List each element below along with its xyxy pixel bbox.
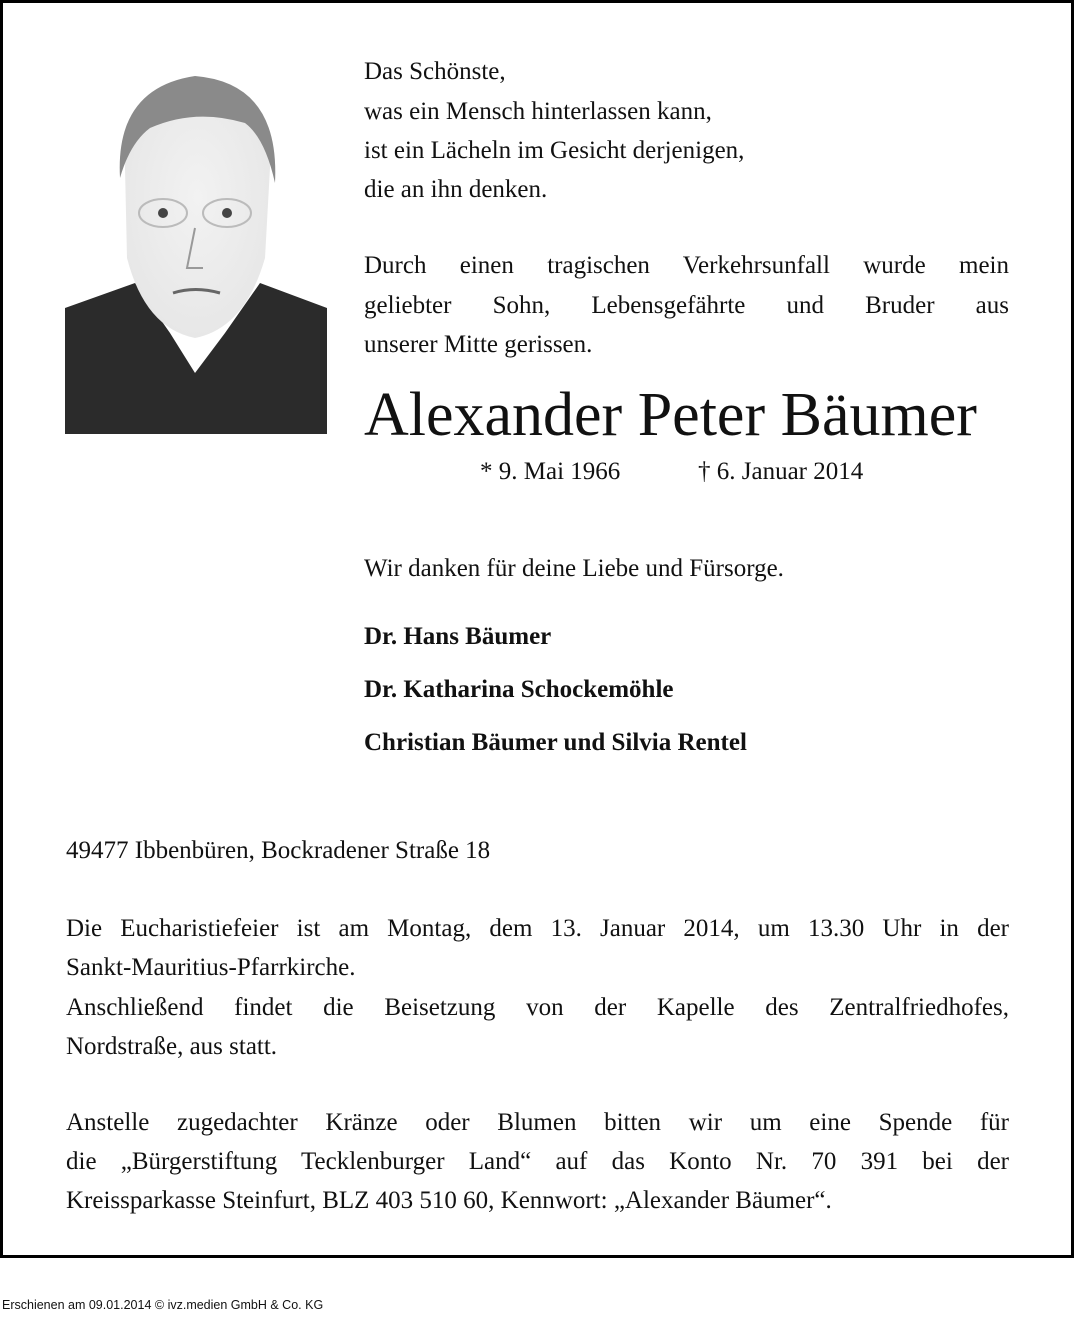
donation-line: Kreissparkasse Steinfurt, BLZ 403 510 60, Kennwort: „Alexander Bäumer“. [66,1187,832,1214]
mourner-name: Dr. Hans Bäumer [364,623,552,650]
donation-line: die „Bürgerstiftung Tecklenburger Land“ auf das Konto Nr. 70 391 bei der [66,1148,1009,1175]
poem-line: die an ihn denken. [364,176,548,203]
poem-line: was ein Mensch hinterlassen kann, [364,98,712,125]
mourner-name: Christian Bäumer und Silvia Rentel [364,729,747,756]
service-line: Die Eucharistiefeier ist am Montag, dem 13. Januar 2014, um 13.30 Uhr in der [66,915,1009,942]
thanks-text: Wir danken für deine Liebe und Fürsorge. [364,555,784,582]
intro-line: geliebter Sohn, Lebensgefährte und Bruder aus [364,292,1009,319]
service-line: Sankt-Mauritius-Pfarrkirche. [66,954,356,981]
poem-line: Das Schönste, [364,58,506,85]
deceased-name: Alexander Peter Bäumer [364,381,977,449]
donation-line: Anstelle zugedachter Kränze oder Blumen bitten wir um eine Spende für [66,1109,1009,1136]
service-line: Anschließend findet die Beisetzung von der Kapelle des Zentralfriedhofes, [66,994,1009,1021]
intro-line: Durch einen tragischen Verkehrsunfall wurde mein [364,252,1009,279]
portrait-photo [65,68,327,434]
birth-date: * 9. Mai 1966 [480,458,621,485]
service-line: Nordstraße, aus statt. [66,1033,278,1060]
mourner-name: Dr. Katharina Schockemöhle [364,676,674,703]
poem-line: ist ein Lächeln im Gesicht derjenigen, [364,137,745,164]
death-date: † 6. Januar 2014 [698,458,864,485]
publication-footer: Erschienen am 09.01.2014 © ivz.medien GmbH & Co. KG [2,1298,324,1312]
address: 49477 Ibbenbüren, Bockradener Straße 18 [66,837,491,864]
intro-line: unserer Mitte gerissen. [364,331,593,358]
